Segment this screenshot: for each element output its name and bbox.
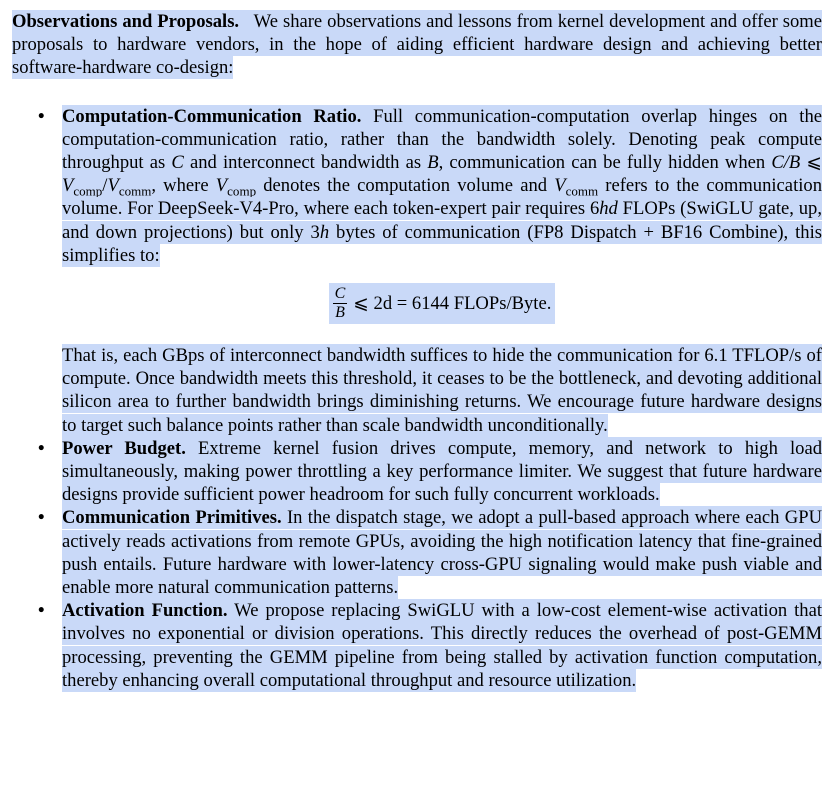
item-title: Computation-Communication Ratio. [62,105,362,127]
math-sub-comp: comp [73,183,103,199]
math-ratio: C/B [771,152,801,174]
math-sub-comm: comm [118,183,152,199]
item-text: , communication can be fully hidden when [438,152,772,174]
math-var-hd: hd [599,198,618,220]
bullet-icon: • [38,105,45,127]
equation-rhs: ⩽ 2d = 6144 FLOPs/Byte. [353,292,552,314]
item-continuation: That is, each GBps of interconnect bandwidth suffices to hide the communication for 6.1 TFLOP/s of compute. Once bandwidth meets this threshold, it ceases to be the bottleneck, and devoting additional silicon area to further bandwidth brings diminishing returns. We encourage future hardware designs to target such balance points rather than scale bandwidth unconditionally. [62,345,822,436]
math-sub-comm: comm [565,183,599,199]
item-text: Extreme kernel fusion drives compute, memory, and network to high load simultaneously, making power throttling a key performance limiter. We suggest that future hardware designs provide sufficient power headroom for such fully concurrent workloads. [62,437,823,506]
fraction-denominator: B [335,304,345,322]
item-text: In the dispatch stage, we adopt a pull-based approach where each GPU actively reads activations from remote GPUs, avoiding the high notification latency that fine-grained push entails. Future hardware with lower-latency cross-GPU signaling would make push viable and enable more natural communication patterns. [62,507,822,599]
item-text: refers to the communication volume. For DeepSeek-V4-Pro, where each token-expert pair requires 6 [62,175,822,220]
item-title: Communication Primitives. [62,507,282,529]
item-text: FLOPs (SwiGLU gate, up, and down projections) but only 3 [62,198,822,243]
list-item-communication-primitives [12,506,822,599]
math-var-v: V [107,175,119,197]
equation-fraction [333,285,348,322]
list-item-computation-communication-ratio [12,105,822,437]
math-var-c: C [171,152,184,174]
math-var-v: V [62,175,74,197]
proposal-list [12,105,822,692]
math-var-v: V [215,175,228,197]
intro-paragraph [12,10,822,80]
math-var-v: V [554,175,566,197]
item-text: and interconnect bandwidth as [183,152,428,174]
item-title: Activation Function. [62,600,228,622]
item-text: Full communication-computation overlap hinges on the computation-communication ratio, rather than the bandwidth solely. Denoting peak compute throughput as [62,105,822,174]
math-var-h: h [319,221,330,243]
math-sub-comp: comp [227,183,257,199]
display-equation [62,283,822,324]
math-var-b: B [427,152,439,174]
bullet-icon: • [38,507,45,529]
item-title: Power Budget. [62,437,186,459]
math-slash: / [102,175,108,197]
item-text: We propose replacing SwiGLU with a low-cost element-wise activation that involves no exponential or division operations. This directly reduces the overhead of post-GEMM processing, preventing the GEMM pipeline from being stalled by activation function computation, thereby enhancing overall computational throughput and resource utilization. [62,600,823,691]
bullet-icon: • [38,437,45,459]
bullet-icon: • [38,600,45,622]
intro-text: We share observations and lessons from kernel development and offer some proposals to hardware vendors, in the hope of aiding efficient hardware design and achieving better software-hardware co-design: [12,11,822,79]
item-text: denotes the computation volume and [256,175,555,197]
list-item-power-budget [12,437,822,507]
intro-heading: Observations and Proposals. [12,11,240,32]
item-text: , where [151,175,216,197]
item-text: bytes of communication (FP8 Dispatch + BF16 Combine), this simplifies to: [62,221,822,266]
fraction-numerator: C [334,285,346,303]
math-leq: ⩽ [800,152,822,174]
list-item-activation-function [12,599,822,692]
